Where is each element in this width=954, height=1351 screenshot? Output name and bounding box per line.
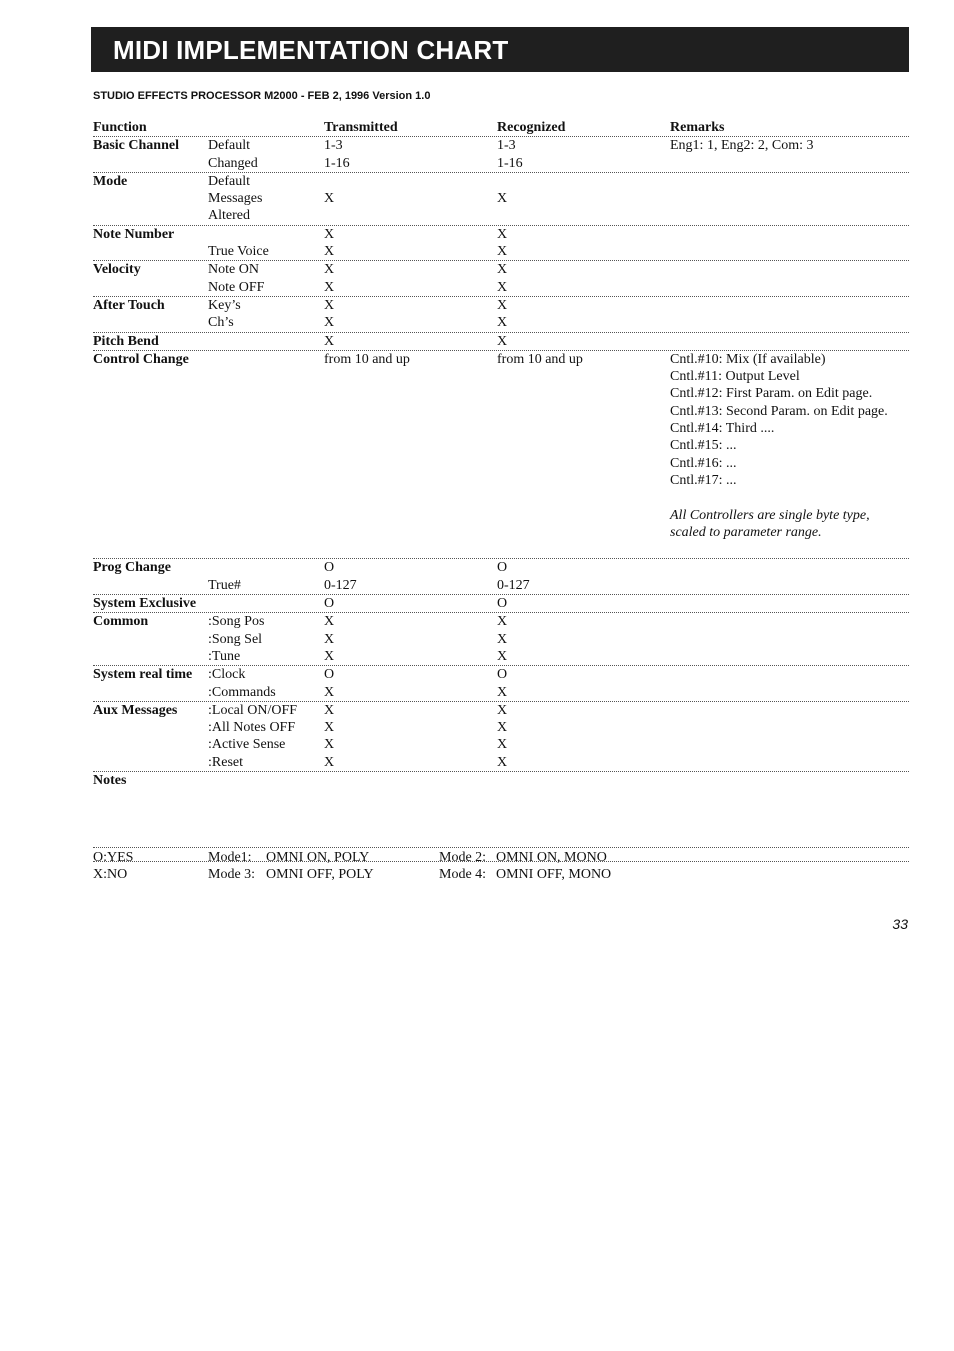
function-name: Basic Channel	[93, 138, 179, 154]
recognized-value: X	[497, 226, 508, 242]
document-subtitle: STUDIO EFFECTS PROCESSOR M2000 - FEB 2, 1996 Version 1.0	[93, 90, 431, 102]
transmitted-value: X	[324, 226, 335, 242]
remarks-value: Cntl.#17: ...	[670, 472, 737, 488]
table-line	[93, 385, 909, 402]
sub-function: Default	[208, 138, 250, 154]
remarks-value: Cntl.#10: Mix (If available)	[670, 351, 826, 367]
transmitted-value: X	[324, 297, 335, 313]
transmitted-value: O	[324, 560, 335, 576]
sub-function: :Local ON/OFF	[208, 702, 298, 718]
page-number: 33	[892, 916, 908, 932]
recognized-value: X	[497, 279, 508, 295]
sub-function: True Voice	[208, 244, 269, 260]
table-line	[93, 207, 909, 224]
table-line	[93, 455, 909, 472]
table-line	[93, 507, 909, 524]
remarks-value: Eng1: 1, Eng2: 2, Com: 3	[670, 138, 814, 154]
remarks-value: scaled to parameter range.	[670, 524, 822, 540]
table-line	[93, 702, 909, 719]
table-header-row	[93, 119, 909, 137]
transmitted-value: X	[324, 279, 335, 295]
recognized-value: 1-3	[497, 138, 516, 154]
legend-row	[93, 849, 909, 866]
remarks-value: All Controllers are single byte type,	[670, 507, 870, 523]
transmitted-value: X	[324, 754, 335, 770]
table-row	[93, 297, 909, 333]
mode-value: OMNI ON, POLY	[266, 850, 370, 865]
mode-value: OMNI OFF, MONO	[496, 867, 612, 883]
transmitted-value: X	[324, 737, 335, 753]
table-line	[93, 333, 909, 350]
recognized-value: X	[497, 315, 508, 331]
table-row	[93, 226, 909, 262]
table-line	[93, 577, 909, 594]
sub-function: Note ON	[208, 262, 259, 278]
sub-function: :Active Sense	[208, 737, 286, 753]
sub-function: :All Notes OFF	[208, 720, 296, 736]
table-line	[93, 297, 909, 314]
transmitted-value: X	[324, 191, 335, 207]
transmitted-value: X	[324, 262, 335, 278]
table-line	[93, 541, 909, 558]
legend-key: O:YES	[93, 850, 134, 865]
header-remarks: Remarks	[670, 120, 725, 135]
mode-value: OMNI ON, MONO	[496, 850, 607, 865]
recognized-value: X	[497, 684, 508, 700]
table-row	[93, 261, 909, 297]
remarks-value: Cntl.#12: First Param. on Edit page.	[670, 386, 873, 402]
table-line	[93, 420, 909, 437]
mode-label: Mode 4:	[439, 867, 487, 883]
table-line	[93, 613, 909, 630]
table-line	[93, 137, 909, 154]
table-row	[93, 613, 909, 666]
table-row	[93, 351, 909, 560]
transmitted-value: X	[324, 648, 335, 664]
transmitted-value: O	[324, 667, 335, 683]
table-row	[93, 559, 909, 595]
function-name: Prog Change	[93, 560, 171, 576]
table-line	[93, 437, 909, 454]
sub-function: Changed	[208, 155, 258, 171]
header-function: Function	[93, 120, 147, 135]
recognized-value: O	[497, 560, 508, 576]
table-line	[93, 631, 909, 648]
table-line	[93, 155, 909, 172]
table-line	[93, 403, 909, 420]
function-name: Velocity	[93, 262, 141, 278]
function-name: Note Number	[93, 226, 175, 242]
table-line	[93, 243, 909, 260]
table-row	[93, 333, 909, 351]
page-title: MIDI IMPLEMENTATION CHART	[113, 35, 509, 65]
sub-function: :Song Pos	[208, 614, 265, 630]
table-line	[93, 368, 909, 385]
recognized-value: X	[497, 614, 508, 630]
recognized-value: 1-16	[497, 155, 523, 171]
remarks-value: Cntl.#13: Second Param. on Edit page.	[670, 403, 888, 419]
table-row	[93, 173, 909, 226]
recognized-value: X	[497, 702, 508, 718]
sub-function: Messages	[208, 191, 263, 207]
function-name: Common	[93, 614, 149, 630]
transmitted-value: X	[324, 244, 335, 260]
table-line	[93, 472, 909, 489]
table-row	[93, 666, 909, 702]
sub-function: Altered	[208, 208, 250, 224]
remarks-value: Cntl.#15: ...	[670, 438, 737, 454]
recognized-value: X	[497, 720, 508, 736]
recognized-value: X	[497, 244, 508, 260]
table-row	[93, 702, 909, 772]
table-line	[93, 524, 909, 541]
legend	[93, 847, 909, 884]
sub-function: :Reset	[208, 754, 243, 770]
transmitted-value: 0-127	[324, 577, 357, 593]
remarks-value: Cntl.#16: ...	[670, 455, 737, 471]
notes-label: Notes	[93, 772, 127, 788]
function-name: Pitch Bend	[93, 333, 159, 349]
recognized-value: X	[497, 754, 508, 770]
transmitted-value: X	[324, 333, 335, 349]
remarks-value: Cntl.#11: Output Level	[670, 369, 800, 385]
table-line	[93, 754, 909, 771]
recognized-value: O	[497, 596, 508, 612]
function-name: System Exclusive	[93, 596, 197, 612]
sub-function: Default	[208, 173, 250, 189]
function-name: Mode	[93, 173, 128, 189]
transmitted-value: O	[324, 596, 335, 612]
sub-function: Key’s	[208, 297, 241, 313]
recognized-value: X	[497, 262, 508, 278]
midi-implementation-table	[93, 119, 909, 862]
recognized-value: 0-127	[497, 577, 530, 593]
function-name: System real time	[93, 667, 193, 683]
recognized-value: X	[497, 737, 508, 753]
function-name: After Touch	[93, 297, 165, 313]
header-recognized: Recognized	[497, 120, 566, 135]
recognized-value: from 10 and up	[497, 351, 583, 367]
recognized-value: X	[497, 631, 508, 647]
transmitted-value: X	[324, 684, 335, 700]
table-line	[93, 648, 909, 665]
table-line	[93, 173, 909, 190]
table-row	[93, 137, 909, 173]
table-line	[93, 684, 909, 701]
sub-function: :Commands	[208, 684, 276, 700]
function-name: Aux Messages	[93, 702, 178, 718]
sub-function: Ch’s	[208, 315, 234, 331]
table-line	[93, 489, 909, 506]
sub-function: Note OFF	[208, 279, 265, 295]
remarks-value: Cntl.#14: Third ....	[670, 421, 775, 437]
recognized-value: X	[497, 648, 508, 664]
legend-row	[93, 866, 909, 883]
recognized-value: O	[497, 667, 508, 683]
table-line	[93, 351, 909, 368]
table-line	[93, 559, 909, 576]
title-banner	[91, 27, 909, 72]
table-line	[93, 314, 909, 331]
sub-function: :Clock	[208, 667, 246, 683]
transmitted-value: 1-3	[324, 138, 343, 154]
sub-function: True#	[208, 577, 241, 593]
table-row	[93, 595, 909, 613]
table-line	[93, 226, 909, 243]
recognized-value: X	[497, 333, 508, 349]
sub-function: :Tune	[208, 648, 241, 664]
sub-function: :Song Sel	[208, 631, 263, 647]
transmitted-value: 1-16	[324, 155, 350, 171]
transmitted-value: X	[324, 315, 335, 331]
mode-label: Mode 3:	[208, 867, 256, 883]
table-line	[93, 190, 909, 207]
transmitted-value: X	[324, 702, 335, 718]
table-line	[93, 261, 909, 278]
recognized-value: X	[497, 297, 508, 313]
transmitted-value: X	[324, 631, 335, 647]
mode-label: Mode 2:	[439, 850, 487, 865]
header-transmitted: Transmitted	[324, 120, 398, 135]
mode-value: OMNI OFF, POLY	[266, 867, 374, 883]
table-line	[93, 666, 909, 683]
mode-label: Mode1:	[208, 850, 252, 865]
transmitted-value: from 10 and up	[324, 351, 410, 367]
table-line	[93, 595, 909, 612]
legend-key: X:NO	[93, 867, 128, 883]
function-name: Control Change	[93, 351, 189, 367]
table-line	[93, 736, 909, 753]
recognized-value: X	[497, 191, 508, 207]
table-line	[93, 279, 909, 296]
transmitted-value: X	[324, 614, 335, 630]
transmitted-value: X	[324, 720, 335, 736]
table-line	[93, 719, 909, 736]
